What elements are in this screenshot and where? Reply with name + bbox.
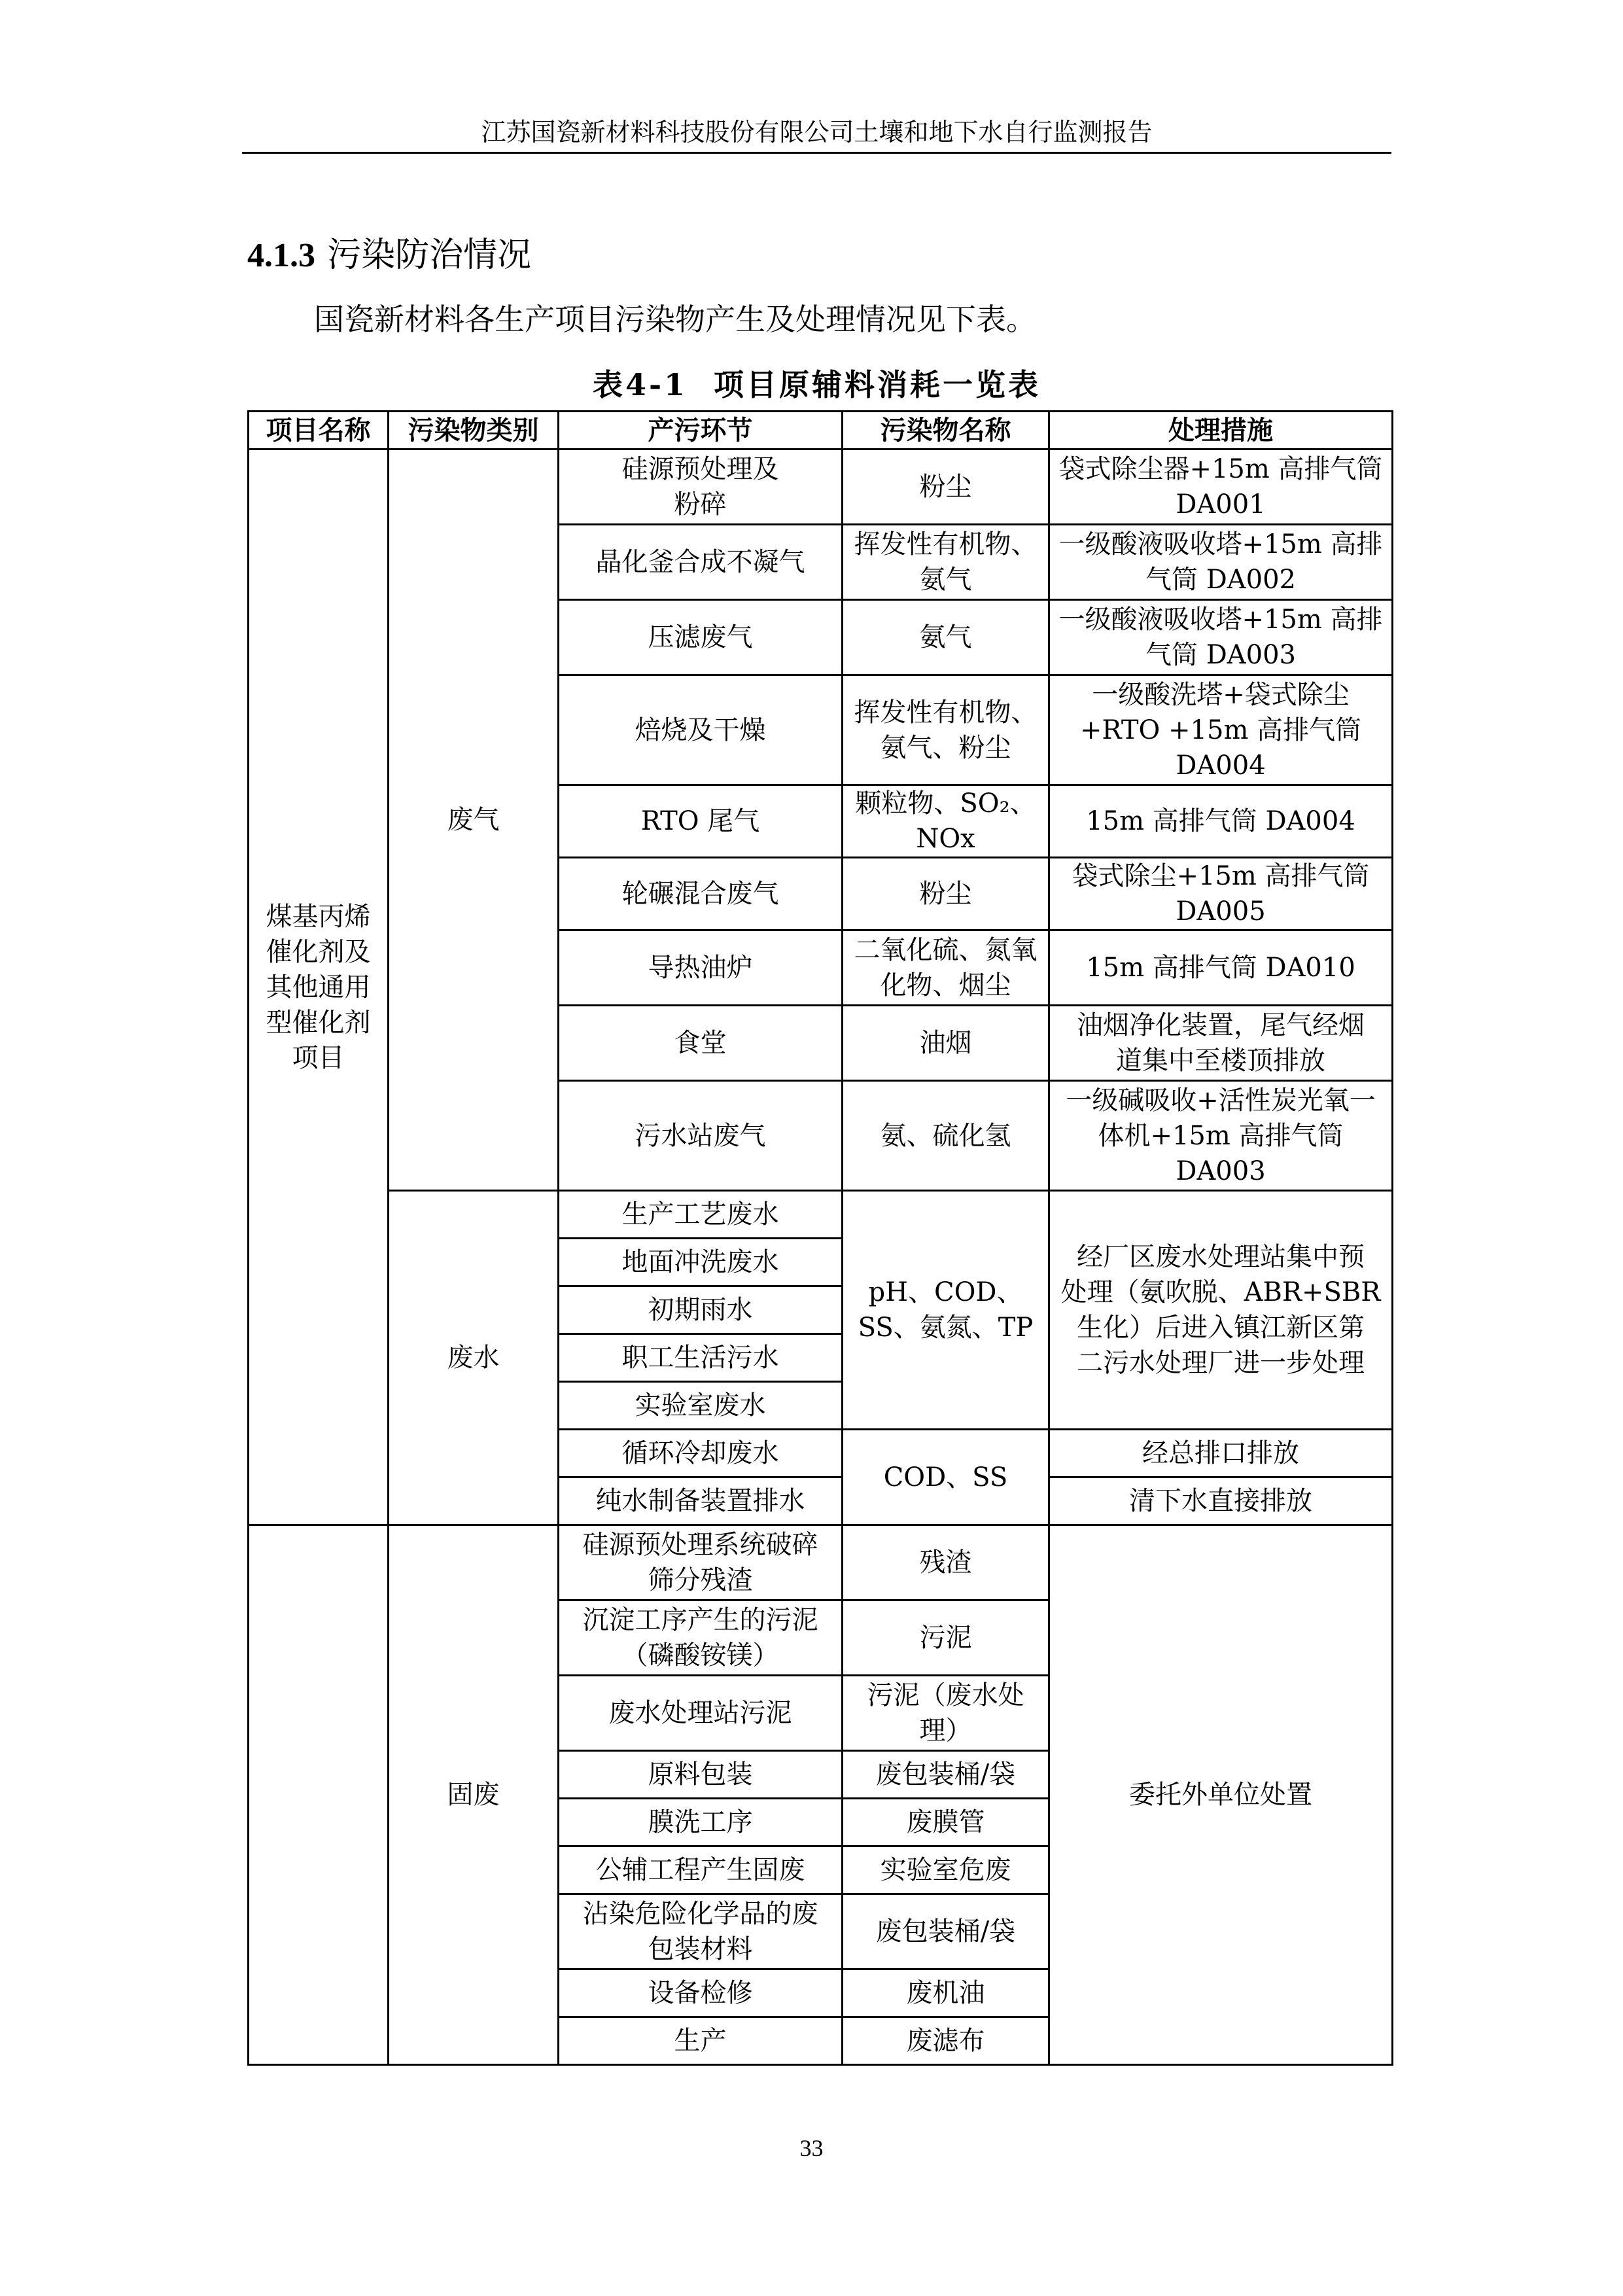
pollutant-cell [843, 525, 1049, 600]
pollutant-cell-line: 残渣 [919, 1547, 972, 1578]
pollutant-cell [843, 450, 1049, 525]
source-cell-line: 原料包装 [648, 1759, 753, 1790]
pollutant-cell-line: 氨、硫化氢 [880, 1120, 1011, 1151]
source-cell [559, 675, 843, 785]
pollutant-cell-line: pH、COD、 [868, 1277, 1023, 1307]
section-title: 污染防治情况 [327, 236, 532, 275]
project-name-cell-line: 煤基丙烯 [266, 901, 371, 932]
measure-cell [1049, 1430, 1393, 1477]
measure-cell-line: 一级酸液吸收塔+15m 高排 [1058, 529, 1383, 559]
source-cell-line: 压滤废气 [648, 622, 753, 652]
measure-cell [1049, 1191, 1393, 1430]
source-cell [559, 1081, 843, 1191]
measure-cell-line: 二污水处理厂进一步处理 [1077, 1348, 1365, 1378]
source-cell [559, 1525, 843, 1600]
source-cell-line: 初期雨水 [648, 1295, 753, 1325]
column-header: 产污环节 [559, 412, 843, 450]
source-cell [559, 1799, 843, 1846]
column-header: 处理措施 [1049, 412, 1393, 450]
header-rule [242, 152, 1391, 154]
measure-cell-line: 道集中至楼顶排放 [1116, 1046, 1325, 1076]
measure-cell [1049, 525, 1393, 600]
source-cell [559, 1191, 843, 1239]
table-caption-number: 表4-1 [592, 367, 688, 402]
pollutant-cell-line: 废滤布 [906, 2026, 985, 2056]
section-number: 4.1.3 [247, 237, 315, 274]
measure-cell [1049, 858, 1393, 930]
measure-cell-line: 气筒 DA002 [1145, 565, 1297, 595]
source-cell-line: 生产工艺废水 [621, 1199, 779, 1229]
measure-cell-line: DA005 [1176, 896, 1266, 927]
source-cell [559, 1477, 843, 1525]
running-header: 江苏国瓷新材料科技股份有限公司土壤和地下水自行监测报告 [481, 118, 1153, 147]
pollutant-cell-line: 挥发性有机物、 [854, 697, 1038, 728]
measure-cell-line: 清下水直接排放 [1129, 1486, 1312, 1516]
measure-cell-line: 一级酸液吸收塔+15m 高排 [1058, 605, 1383, 635]
table-body [249, 412, 1393, 2065]
pollutant-cell [843, 785, 1049, 858]
table-caption-title: 项目原辅料消耗一览表 [714, 367, 1041, 402]
measure-cell [1049, 600, 1393, 675]
measure-cell [1049, 1477, 1393, 1525]
pollutant-cell-line: 粉尘 [919, 472, 972, 502]
pollutant-cell-line: 废包装桶/袋 [875, 1759, 1016, 1790]
pollutant-cell [843, 1676, 1049, 1751]
pollutant-cell-line: SS、氨氮、TP [858, 1313, 1034, 1343]
source-cell-line: 沾染危险化学品的废 [582, 1899, 818, 1929]
source-cell-line: 膜洗工序 [648, 1807, 753, 1837]
measure-cell [1049, 675, 1393, 785]
source-cell-line: 硅源预处理系统破碎 [582, 1530, 818, 1560]
source-cell-line: 循环冷却废水 [621, 1438, 779, 1468]
measure-cell [1049, 450, 1393, 525]
pollutant-cell-line: 挥发性有机物、 [854, 529, 1038, 559]
measure-cell-line: 生化）后进入镇江新区第 [1077, 1313, 1365, 1343]
source-cell [559, 1382, 843, 1430]
source-cell [559, 785, 843, 858]
pollutant-cell-line: COD、SS [883, 1462, 1008, 1492]
measure-cell-line: 15m 高排气筒 DA004 [1086, 806, 1355, 836]
source-cell-line: （磷酸铵镁） [621, 1640, 779, 1670]
section-heading [247, 229, 531, 282]
pollutant-cell [843, 1006, 1049, 1081]
pollution-control-table [247, 410, 1393, 2066]
pollutant-cell [843, 930, 1049, 1006]
pollutant-cell [843, 1081, 1049, 1191]
pollutant-cell-line: 二氧化硫、氮氧 [854, 935, 1038, 965]
source-cell-line: 焙烧及干燥 [635, 715, 766, 745]
pollutant-cell [843, 1430, 1049, 1525]
table-caption [242, 359, 1391, 411]
measure-cell [1049, 930, 1393, 1006]
measure-cell-line: 经总排口排放 [1142, 1438, 1299, 1468]
project-name-cell-line: 其他通用 [266, 972, 371, 1002]
measure-cell-line: 体机+15m 高排气筒 [1098, 1120, 1344, 1151]
source-cell-line: 职工生活污水 [621, 1343, 779, 1373]
measure-cell-line: 袋式除尘器+15m 高排气筒 [1058, 454, 1383, 484]
source-cell-line: 硅源预处理及 [621, 454, 779, 484]
pollutant-cell-line: 废包装桶/袋 [875, 1916, 1016, 1947]
source-cell-line: 设备检修 [648, 1978, 753, 2008]
measure-cell-line: +RTO +15m 高排气筒 [1079, 715, 1362, 745]
source-cell-line: 纯水制备装置排水 [595, 1486, 805, 1516]
source-cell-line: RTO 尾气 [640, 806, 760, 836]
intro-paragraph: 国瓷新材料各生产项目污染物产生及处理情况见下表。 [314, 302, 1036, 337]
source-cell [559, 1006, 843, 1081]
measure-cell-line: 委托外单位处置 [1129, 1780, 1312, 1810]
source-cell [559, 1894, 843, 1969]
table-row [249, 450, 1393, 525]
source-cell-line: 食堂 [674, 1028, 727, 1058]
source-cell-line: 导热油炉 [648, 953, 753, 983]
measure-cell-line: 一级酸洗塔+袋式除尘 [1092, 679, 1350, 710]
project-name-cell [249, 450, 389, 1525]
pollutant-cell [843, 1191, 1049, 1430]
source-cell-line: 沉淀工序产生的污泥 [582, 1605, 818, 1635]
source-cell-line: 废水处理站污泥 [608, 1698, 792, 1728]
pollutant-cell [843, 1600, 1049, 1676]
pollutant-cell [843, 600, 1049, 675]
measure-cell-line: 处理（氨吹脱、ABR+SBR [1060, 1277, 1381, 1307]
pollutant-cell-line: 废膜管 [906, 1807, 985, 1837]
measure-cell [1049, 785, 1393, 858]
source-cell-line: 公辅工程产生固废 [595, 1855, 805, 1885]
source-cell-line: 筛分残渣 [648, 1565, 753, 1595]
pollutant-cell [843, 1969, 1049, 2017]
measure-cell-line: 15m 高排气筒 DA010 [1086, 953, 1355, 983]
category-cell-line: 废气 [447, 805, 500, 835]
source-cell-line: 污水站废气 [635, 1120, 766, 1151]
source-cell [559, 1286, 843, 1334]
measure-cell-line: DA003 [1176, 1156, 1266, 1186]
source-cell-line: 生产 [674, 2026, 727, 2056]
source-cell [559, 1334, 843, 1382]
source-cell [559, 2017, 843, 2065]
source-cell [559, 600, 843, 675]
source-cell-line: 轮碾混合废气 [621, 879, 779, 909]
pollutant-cell-line: 油烟 [919, 1028, 972, 1058]
pollutant-cell-line: 颗粒物、SO₂、 [855, 788, 1036, 819]
measure-cell [1049, 1525, 1393, 2065]
measure-cell [1049, 1081, 1393, 1191]
project-name-cell-line: 型催化剂 [266, 1007, 371, 1038]
pollutant-cell-line: 污泥 [919, 1623, 972, 1653]
source-cell [559, 1846, 843, 1894]
measure-cell-line: 经厂区废水处理站集中预 [1077, 1242, 1365, 1272]
project-name-cell-line: 催化剂及 [266, 936, 371, 967]
page-number: 33 [799, 2135, 824, 2161]
measure-cell-line: 袋式除尘+15m 高排气筒 [1072, 861, 1370, 891]
source-cell [559, 930, 843, 1006]
measure-cell [1049, 1006, 1393, 1081]
source-cell [559, 1239, 843, 1286]
table-row [249, 1191, 1393, 1239]
pollutant-cell-line: 氨气 [919, 565, 972, 595]
source-cell [559, 1676, 843, 1751]
source-cell [559, 1969, 843, 2017]
source-cell-line: 包装材料 [648, 1934, 753, 1964]
pollutant-cell [843, 1894, 1049, 1969]
source-cell-line: 实验室废水 [635, 1390, 766, 1421]
category-cell-line: 废水 [447, 1343, 500, 1373]
project-name-cell-line: 项目 [292, 1042, 345, 1073]
source-cell [559, 450, 843, 525]
column-header: 污染物名称 [843, 412, 1049, 450]
pollutant-cell [843, 1799, 1049, 1846]
pollutant-cell-line: 废机油 [906, 1978, 985, 2008]
pollutant-cell [843, 1846, 1049, 1894]
pollutant-cell-line: 化物、烟尘 [880, 970, 1011, 1000]
pollutant-cell [843, 1751, 1049, 1799]
source-cell [559, 1751, 843, 1799]
column-header: 污染物类别 [389, 412, 559, 450]
pollutant-cell-line: 粉尘 [919, 879, 972, 909]
category-cell [389, 450, 559, 1191]
source-cell-line: 地面冲洗废水 [621, 1247, 779, 1277]
measure-cell-line: 一级碱吸收+活性炭光氧一 [1066, 1085, 1376, 1116]
pollutant-cell [843, 2017, 1049, 2065]
source-cell [559, 525, 843, 600]
pollutant-cell-line: 实验室危废 [880, 1855, 1011, 1885]
category-cell [389, 1191, 559, 1525]
category-cell [389, 1525, 559, 2065]
pollutant-cell [843, 675, 1049, 785]
category-cell-line: 固废 [447, 1780, 500, 1810]
source-cell-line: 粉碎 [674, 489, 727, 520]
measure-cell-line: DA004 [1176, 750, 1266, 781]
source-cell [559, 1600, 843, 1676]
source-cell [559, 1430, 843, 1477]
measure-cell-line: 油烟净化装置，尾气经烟 [1077, 1010, 1365, 1040]
pollutant-cell-line: 氨气、粉尘 [880, 732, 1011, 763]
project-name-cell-empty [249, 1525, 389, 2065]
column-header: 项目名称 [249, 412, 389, 450]
pollutant-cell [843, 858, 1049, 930]
source-cell-line: 晶化釜合成不凝气 [595, 547, 805, 577]
pollutant-cell-line: 理） [919, 1716, 972, 1746]
measure-cell-line: DA001 [1176, 489, 1266, 520]
table-row [249, 1525, 1393, 1600]
table-header-row [249, 412, 1393, 450]
pollutant-cell-line: 氨气 [919, 622, 972, 652]
pollutant-cell-line: NOx [916, 824, 975, 854]
measure-cell-line: 气筒 DA003 [1145, 640, 1297, 670]
pollutant-cell-line: 污泥（废水处 [867, 1680, 1024, 1710]
pollutant-cell [843, 1525, 1049, 1600]
source-cell [559, 858, 843, 930]
